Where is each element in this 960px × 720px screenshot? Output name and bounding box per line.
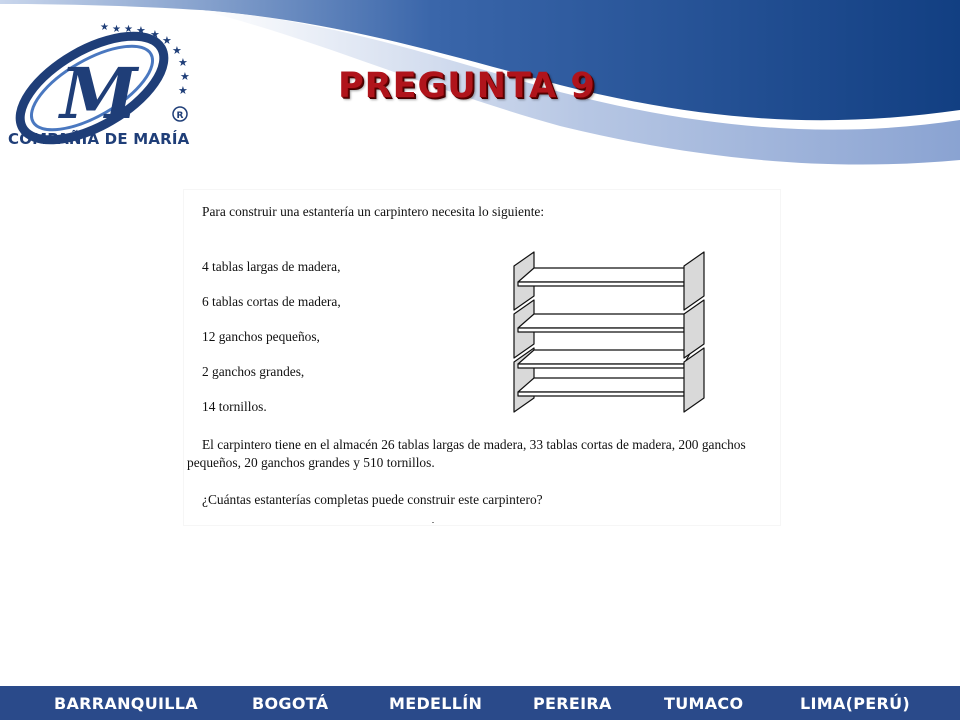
city-label: PEREIRA [533,694,612,713]
city-label: TUMACO [664,694,744,713]
svg-text:★: ★ [150,29,160,41]
shelf-illustration [508,248,708,416]
material-item: 12 ganchos pequeños, [202,329,320,344]
logo-letter: M [60,52,138,135]
city-label: LIMA(PERÚ) [800,694,911,713]
svg-text:★: ★ [172,45,182,57]
svg-text:★: ★ [180,71,190,83]
svg-text:★: ★ [124,24,133,35]
stray-mark [432,522,434,523]
company-name: COMPAÑÍA DE MARÍA [8,130,190,148]
material-item: 6 tablas cortas de madera, [202,294,341,309]
question-intro: Para construir una estantería un carpintero necesita lo siguiente: [202,204,545,219]
city-label: BARRANQUILLA [54,694,198,713]
city-label: BOGOTÁ [252,694,329,713]
material-item: 4 tablas largas de madera, [202,259,341,274]
stock-paragraph: El carpintero tiene en el almacén 26 tablas largas de madera, 33 tablas cortas de madera, 200 ganchos pequeños, 20 ganchos grandes y 510 tornillos. [187,437,746,470]
question-ask: ¿Cuántas estanterías completas puede construir este carpintero? [202,492,543,507]
svg-text:★: ★ [178,85,188,97]
svg-text:★: ★ [178,57,188,69]
svg-text:★: ★ [162,35,172,47]
svg-text:★: ★ [136,25,146,37]
material-item: 14 tornillos. [202,399,267,414]
svg-text:★: ★ [112,24,121,35]
footer-bar [0,686,960,720]
svg-text:★: ★ [100,22,109,33]
city-label: MEDELLÍN [389,694,483,713]
slide-title: PREGUNTA 9 [338,66,596,106]
registered-mark-letter: R [176,111,184,121]
material-item: 2 ganchos grandes, [202,364,305,379]
